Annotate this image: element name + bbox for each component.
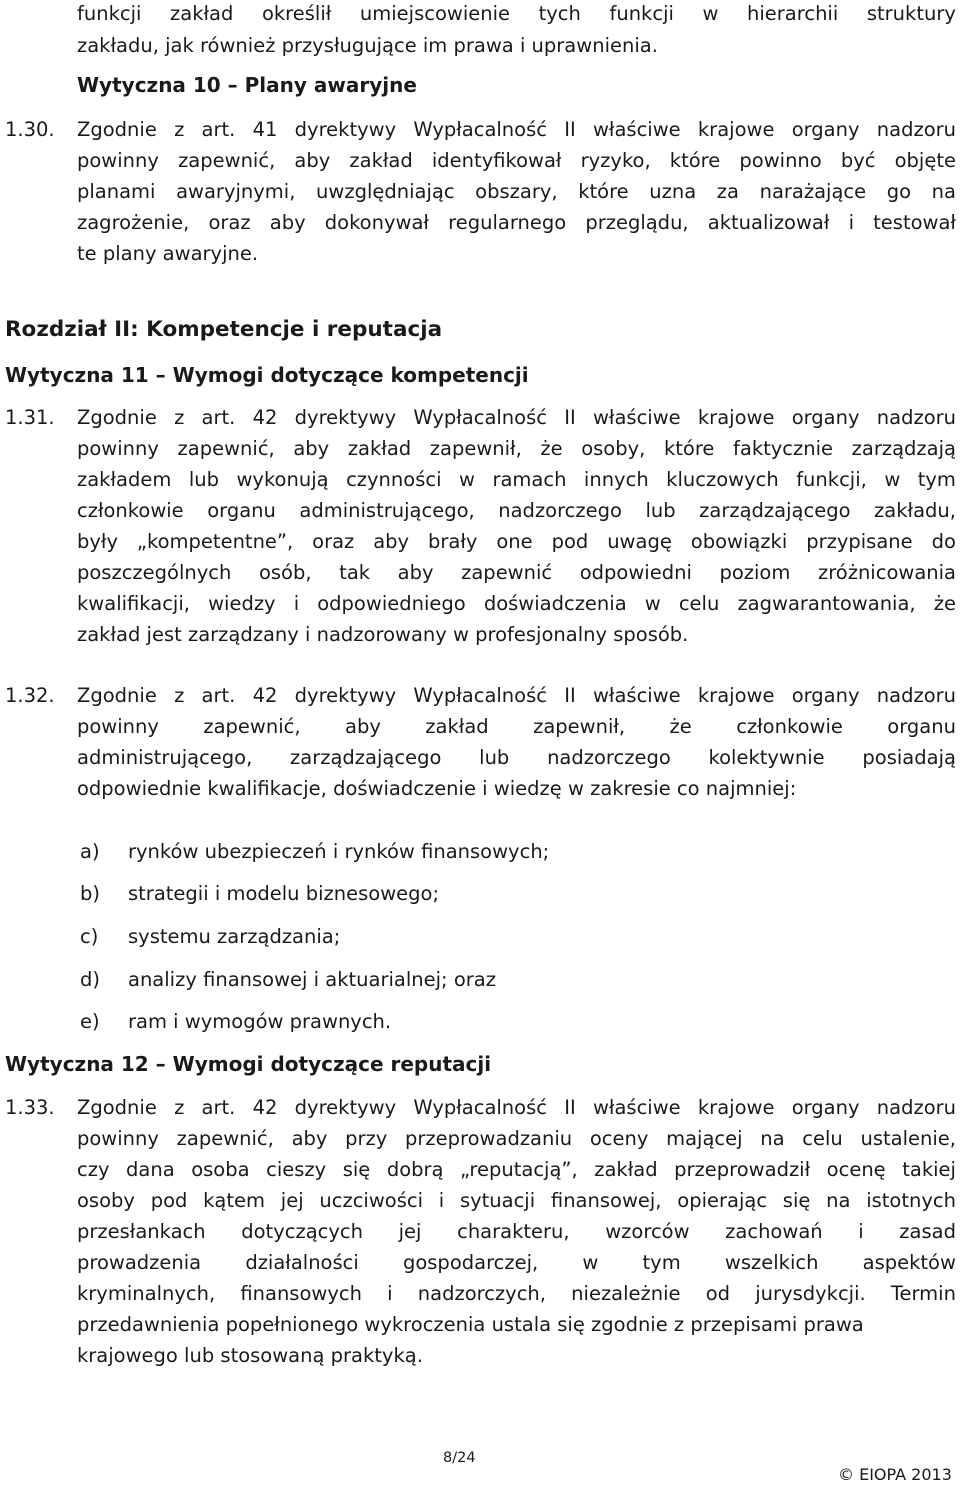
paragraph-line: członkowie organu administrującego, nadzorczego lub zarządzającego zakładu, [77, 499, 956, 522]
top-line-2: zakładu, jak również przysługujące im prawa i uprawnienia. [77, 34, 658, 57]
list-item-marker: a) [80, 840, 100, 863]
paragraph-line: zakład jest zarządzany i nadzorowany w profesjonalny sposób. [77, 623, 689, 646]
list-item-text: strategii i modelu biznesowego; [128, 882, 440, 905]
list-item-text: systemu zarządzania; [128, 925, 341, 948]
paragraph-line: odpowiednie kwalifikacje, doświadczenie i wiedzę w zakresie co najmniej: [77, 777, 797, 800]
guideline-12-heading: Wytyczna 12 – Wymogi dotyczące reputacji [5, 1052, 492, 1076]
paragraph-line: osoby pod kątem jej uczciwości i sytuacji finansowej, opierając się na istotnych [77, 1189, 956, 1212]
list-item-text: rynków ubezpieczeń i rynków finansowych; [128, 840, 550, 863]
paragraph-line: powinny zapewnić, aby zakład zapewnił, że członkowie organu [77, 715, 956, 738]
paragraph-line: te plany awaryjne. [77, 242, 259, 265]
paragraph-number-1-30: 1.30. [5, 118, 55, 141]
paragraph-line: Zgodnie z art. 42 dyrektywy Wypłacalność II właściwe krajowe organy nadzoru [77, 406, 956, 429]
chapter-2-heading: Rozdział II: Kompetencje i reputacja [5, 317, 443, 342]
guideline-11-heading: Wytyczna 11 – Wymogi dotyczące kompetencji [5, 363, 529, 387]
paragraph-line: administrującego, zarządzającego lub nadzorczego kolektywnie posiadają [77, 746, 956, 769]
paragraph-line: kryminalnych, finansowych i nadzorczych, niezależnie od jurysdykcji. Termin [77, 1282, 956, 1305]
paragraph-line: prowadzenia działalności gospodarczej, w tym wszelkich aspektów [77, 1251, 956, 1274]
copyright: © EIOPA 2013 [838, 1465, 952, 1484]
paragraph-line: poszczególnych osób, tak aby zapewnić odpowiedni poziom zróżnicowania [77, 561, 956, 584]
paragraph-line: były „kompetentne”, oraz aby brały one pod uwagę obowiązki przypisane do [77, 530, 956, 553]
paragraph-line: przedawnienia popełnionego wykroczenia ustala się zgodnie z przepisami prawa [77, 1313, 864, 1336]
paragraph-line: zakładem lub wykonują czynności w ramach innych kluczowych funkcji, w tym [77, 468, 956, 491]
paragraph-number-1-32: 1.32. [5, 684, 55, 707]
paragraph-line: kwalifikacji, wiedzy i odpowiedniego doświadczenia w celu zagwarantowania, że [77, 592, 956, 615]
list-item-text: ram i wymogów prawnych. [128, 1010, 392, 1033]
top-line-1: funkcji zakład określił umiejscowienie tych funkcji w hierarchii struktury [77, 2, 956, 25]
list-item-text: analizy finansowej i aktuarialnej; oraz [128, 968, 496, 991]
paragraph-line: zagrożenie, oraz aby dokonywał regularnego przeglądu, aktualizował i testował [77, 211, 956, 234]
paragraph-number-1-31: 1.31. [5, 406, 55, 429]
paragraph-line: przesłankach dotyczących jej charakteru, wzorców zachowań i zasad [77, 1220, 956, 1243]
list-item-marker: c) [80, 925, 99, 948]
paragraph-line: Zgodnie z art. 42 dyrektywy Wypłacalność II właściwe krajowe organy nadzoru [77, 1096, 956, 1119]
list-item-marker: e) [80, 1010, 100, 1033]
paragraph-line: powinny zapewnić, aby zakład identyfikował ryzyko, które powinno być objęte [77, 149, 956, 172]
paragraph-number-1-33: 1.33. [5, 1096, 55, 1119]
paragraph-line: planami awaryjnymi, uwzględniając obszary, które uzna za narażające go na [77, 180, 956, 203]
list-item-marker: b) [80, 882, 100, 905]
paragraph-line: Zgodnie z art. 41 dyrektywy Wypłacalność II właściwe krajowe organy nadzoru [77, 118, 956, 141]
page-number: 8/24 [443, 1450, 476, 1466]
paragraph-line: Zgodnie z art. 42 dyrektywy Wypłacalność II właściwe krajowe organy nadzoru [77, 684, 956, 707]
paragraph-line: powinny zapewnić, aby przy przeprowadzaniu oceny mającej na celu ustalenie, [77, 1127, 956, 1150]
list-item-marker: d) [80, 968, 100, 991]
paragraph-line: czy dana osoba cieszy się dobrą „reputacją”, zakład przeprowadził ocenę takiej [77, 1158, 956, 1181]
paragraph-line: krajowego lub stosowaną praktyką. [77, 1344, 423, 1367]
paragraph-line: powinny zapewnić, aby zakład zapewnił, że osoby, które faktycznie zarządzają [77, 437, 956, 460]
guideline-10-heading: Wytyczna 10 – Plany awaryjne [77, 73, 417, 97]
